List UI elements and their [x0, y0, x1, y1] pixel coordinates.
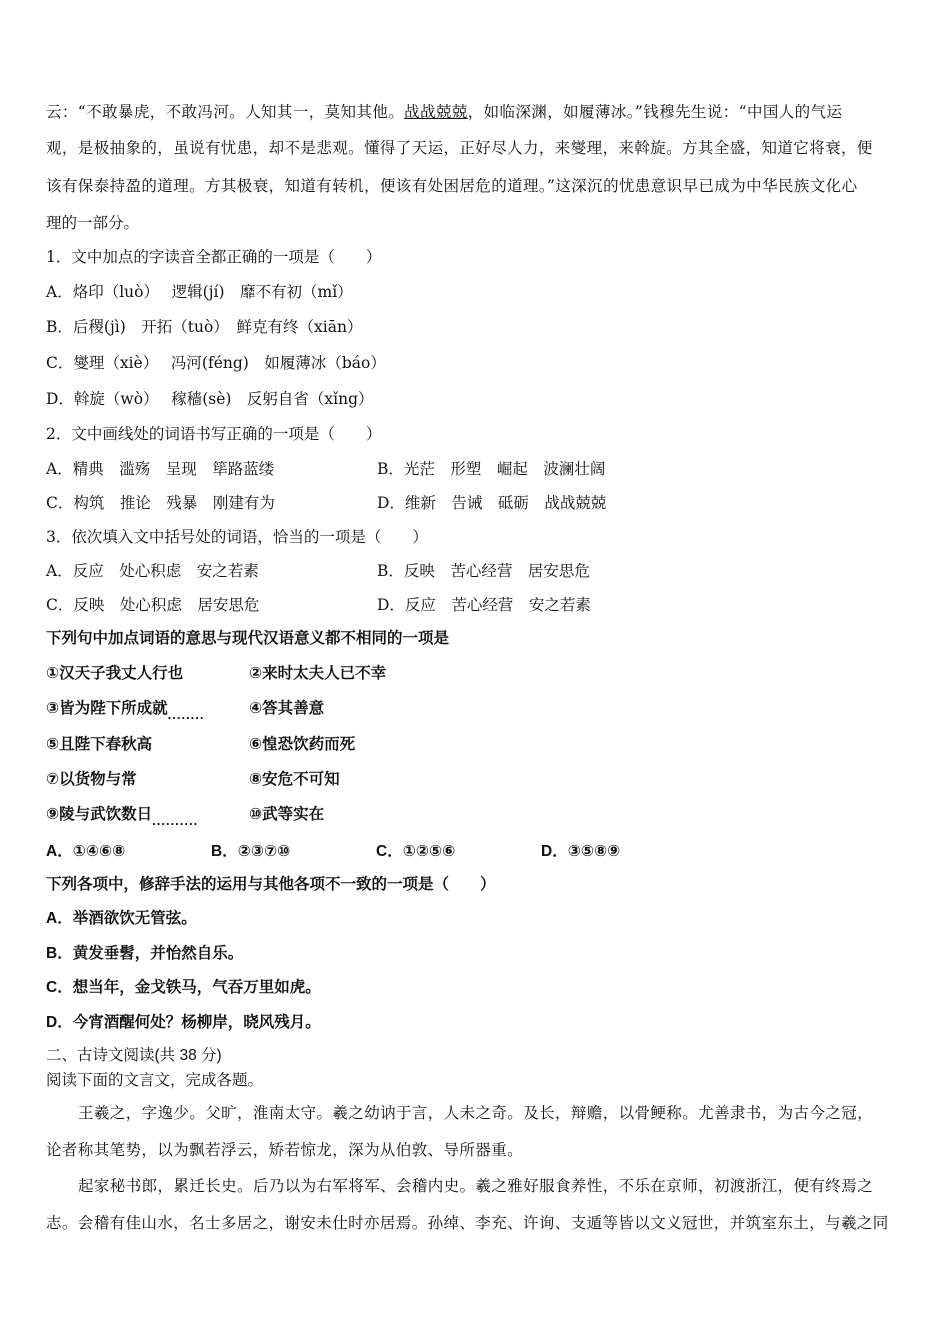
q4-item-4: ④答其善意: [249, 700, 325, 717]
passage-text: 云：“不敢暴虎，不敢冯河。人知其一，莫知其他。: [46, 103, 405, 121]
section-2-title: 二、古诗文阅读(共 38 分): [46, 1047, 222, 1064]
q3-option-d: D．反应 苦心经营 安之若素: [377, 596, 591, 614]
q5-stem: 下列各项中，修辞手法的运用与其他各项不一致的一项是（ ）: [46, 876, 496, 893]
classical-paragraph-1-line-2: 论者称其笔势，以为飘若浮云，矫若惊龙，深为从伯敦、导所器重。: [46, 1141, 524, 1159]
emphasis-dots: ..........: [152, 813, 199, 828]
q1-option-d: D．斡旋（wò） 稼穑(sè) 反躬自省（xǐng）: [46, 390, 374, 408]
q4-item-3: [46, 698, 205, 726]
passage-text: ，如临深渊，如履薄冰。”钱穆先生说：“中国人的气运: [467, 103, 843, 121]
q4-option-a: A．①④⑥⑧: [46, 843, 126, 860]
q4-item-9-text: ⑨陵与武饮数日: [46, 806, 153, 823]
q4-item-8: ⑧安危不可知: [249, 771, 340, 788]
q2-option-b: B．光茫 形塑 崛起 波澜壮阔: [377, 460, 606, 478]
q2-option-c: C．构筑 推论 残暴 刚建有为: [46, 494, 275, 512]
q1-option-c: C．燮理（xiè） 冯河(féng) 如履薄冰（báo）: [46, 354, 386, 372]
emphasis-dots: ........: [167, 707, 205, 722]
q3-stem: 3．依次填入文中括号处的词语，恰当的一项是（ ）: [46, 528, 428, 546]
q1-stem: 1．文中加点的字读音全都正确的一项是（ ）: [46, 248, 382, 266]
q4-item-2: ②来时太夫人已不幸: [249, 665, 387, 682]
classical-paragraph-2-line-1: 起家秘书郎，累迁长史。后乃以为右军将军、会稽内史。羲之雅好服食养性，不乐在京师，初渡浙江，便有终焉之: [78, 1177, 874, 1195]
classical-paragraph-1-line-1: 王羲之，字逸少。父旷，淮南太守。羲之幼讷于言，人未之奇。及长，辩赡，以骨鲠称。尤善隶书，为古今之冠，: [78, 1104, 874, 1122]
q3-option-b: B．反映 苦心经营 居安思危: [377, 562, 590, 580]
q2-option-a: A．精典 滥殇 呈现 筚路蓝缕: [46, 460, 275, 478]
q5-option-c: C．想当年，金戈铁马，气吞万里如虎。: [46, 979, 321, 996]
section-2-instruction: 阅读下面的文言文，完成各题。: [46, 1071, 264, 1089]
q4-item-10: ⑩武等实在: [249, 806, 325, 823]
q4-item-5: ⑤且陛下春秋高: [46, 736, 153, 753]
q5-option-d: D．今宵酒醒何处？杨柳岸，晓风残月。: [46, 1014, 321, 1031]
passage-line-3: 该有保泰持盈的道理。方其极衰，知道有转机，便该有处困居危的道理。”这深沉的忧患意识早已成为中华民族文化心: [46, 177, 858, 195]
q5-option-b: B．黄发垂髫，并怡然自乐。: [46, 945, 244, 962]
q4-item-9: [46, 804, 198, 832]
passage-line-1: [46, 101, 906, 123]
q4-option-c: C．①②⑤⑥: [376, 843, 456, 860]
q4-item-7: ⑦以货物与常: [46, 771, 137, 788]
q4-option-d: D．③⑤⑧⑨: [541, 843, 621, 860]
q4-option-b: B．②③⑦⑩: [211, 843, 291, 860]
q5-option-a: A．举酒欲饮无管弦。: [46, 910, 197, 927]
q4-item-3-text: ③皆为陛下所成就: [46, 700, 168, 717]
q1-option-b: B．后稷(jì) 开拓（tuò） 鲜克有终（xiān）: [46, 318, 363, 336]
underlined-phrase: 战战兢兢: [404, 103, 468, 121]
passage-line-2: 观，是极抽象的，虽说有忧患，却不是悲观。懂得了天运，正好尽人力，来燮理，来斡旋。方其全盛，知道它将衰，便: [46, 139, 873, 157]
q2-stem: 2．文中画线处的词语书写正确的一项是（ ）: [46, 425, 382, 443]
q2-option-d: D．维新 告诫 砥砺 战战兢兢: [377, 494, 607, 512]
q3-option-c: C．反映 处心积虑 居安思危: [46, 596, 260, 614]
classical-paragraph-2-line-2: 志。会稽有佳山水，名士多居之，谢安未仕时亦居焉。孙绰、李充、许询、支遁等皆以文义冠世，并筑室东土，与羲之同: [46, 1214, 889, 1232]
q4-item-1: ①汉天子我丈人行也: [46, 665, 184, 682]
q4-stem: 下列句中加点词语的意思与现代汉语意义都不相同的一项是: [46, 630, 450, 647]
q4-item-6: ⑥惶恐饮药而死: [249, 736, 356, 753]
q3-option-a: A．反应 处心积虑 安之若素: [46, 562, 259, 580]
q1-option-a: A．烙印（luò） 逻辑(jí) 靡不有初（mǐ）: [46, 283, 353, 301]
passage-line-4: 理的一部分。: [46, 214, 140, 232]
